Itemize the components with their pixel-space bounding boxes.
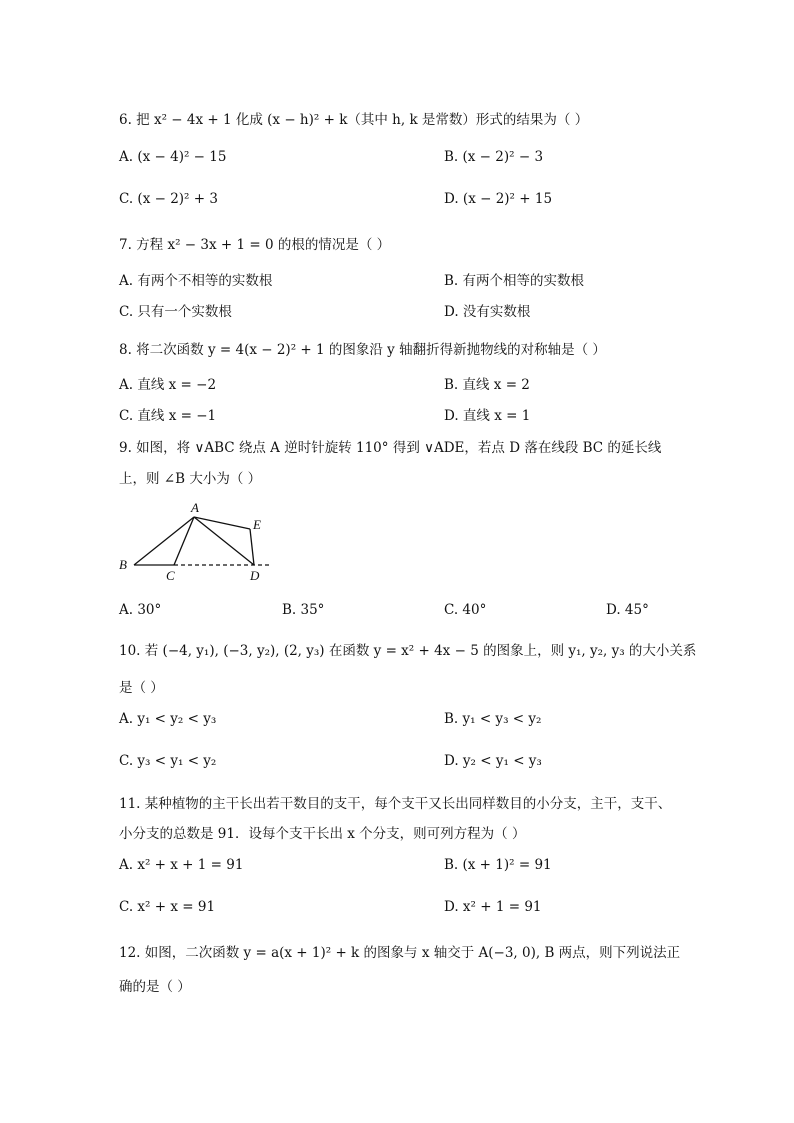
question-8-option-c: C. 直线 x = −1: [119, 408, 217, 424]
question-7-stem: 7. 方程 x² − 3x + 1 = 0 的根的情况是（ ）: [119, 237, 391, 253]
question-9-option-c: C. 40°: [444, 602, 487, 618]
question-11-option-a: A. x² + x + 1 = 91: [119, 857, 244, 873]
question-8-option-a: A. 直线 x = −2: [119, 377, 217, 393]
question-11-option-b: B. (x + 1)² = 91: [444, 857, 552, 873]
question-9-option-b: B. 35°: [282, 602, 325, 618]
question-6-option-a: A. (x − 4)² − 15: [119, 149, 227, 165]
question-12-stem-line1: 12. 如图，二次函数 y = a(x + 1)² + k 的图象与 x 轴交于 A(−3, 0), B 两点，则下列说法正: [119, 945, 681, 961]
question-7-option-c: C. 只有一个实数根: [119, 304, 232, 320]
label-a: A: [191, 500, 199, 515]
question-9-option-a: A. 30°: [119, 602, 162, 618]
question-6-option-d: D. (x − 2)² + 15: [444, 191, 553, 207]
question-9-stem-line2: 上，则 ∠B 大小为（ ）: [119, 471, 262, 487]
question-10-option-d: D. y₂ < y₁ < y₃: [444, 753, 542, 769]
question-6-option-b: B. (x − 2)² − 3: [444, 149, 544, 165]
question-12-stem-line2: 确的是（ ）: [119, 979, 191, 995]
label-d: D: [250, 568, 260, 583]
label-c: C: [166, 568, 175, 583]
question-8-stem: 8. 将二次函数 y = 4(x − 2)² + 1 的图象沿 y 轴翻折得新抛物线的对称轴是（ ）: [119, 342, 606, 358]
question-11-option-d: D. x² + 1 = 91: [444, 899, 542, 915]
question-9-stem-line1: 9. 如图，将 ∨ABC 绕点 A 逆时针旋转 110° 得到 ∨ADE，若点 D 落在线段 BC 的延长线: [119, 440, 662, 456]
label-b: B: [119, 557, 127, 572]
question-8-option-b: B. 直线 x = 2: [444, 377, 530, 393]
question-10-stem-line2: 是（ ）: [119, 680, 164, 696]
question-6-option-c: C. (x − 2)² + 3: [119, 191, 218, 207]
question-11-option-c: C. x² + x = 91: [119, 899, 216, 915]
label-e: E: [253, 517, 261, 532]
question-6-stem: 6. 把 x² − 4x + 1 化成 (x − h)² + k（其中 h, k 是常数）形式的结果为（ ）: [119, 112, 589, 128]
segment-ed: [250, 529, 254, 565]
question-9-option-d: D. 45°: [606, 602, 649, 618]
segment-ab: [134, 517, 194, 565]
question-10-option-c: C. y₃ < y₁ < y₂: [119, 753, 217, 769]
question-7-option-b: B. 有两个相等的实数根: [444, 273, 585, 289]
question-10-option-b: B. y₁ < y₃ < y₂: [444, 711, 542, 727]
segment-ad: [194, 517, 254, 565]
question-8-option-d: D. 直线 x = 1: [444, 408, 531, 424]
question-11-stem-line2: 小分支的总数是 91．设每个支干长出 x 个分支，则可列方程为（ ）: [119, 826, 526, 842]
question-7-option-a: A. 有两个不相等的实数根: [119, 273, 273, 289]
triangle-figure: [112, 498, 282, 588]
question-10-option-a: A. y₁ < y₂ < y₃: [119, 711, 217, 727]
question-11-stem-line1: 11. 某种植物的主干长出若干数目的支干，每个支干又长出同样数目的小分支，主干，支干、: [119, 796, 672, 812]
question-10-stem-line1: 10. 若 (−4, y₁), (−3, y₂), (2, y₃) 在函数 y = x² + 4x − 5 的图象上，则 y₁, y₂, y₃ 的大小关系: [119, 643, 697, 659]
question-7-option-d: D. 没有实数根: [444, 304, 531, 320]
